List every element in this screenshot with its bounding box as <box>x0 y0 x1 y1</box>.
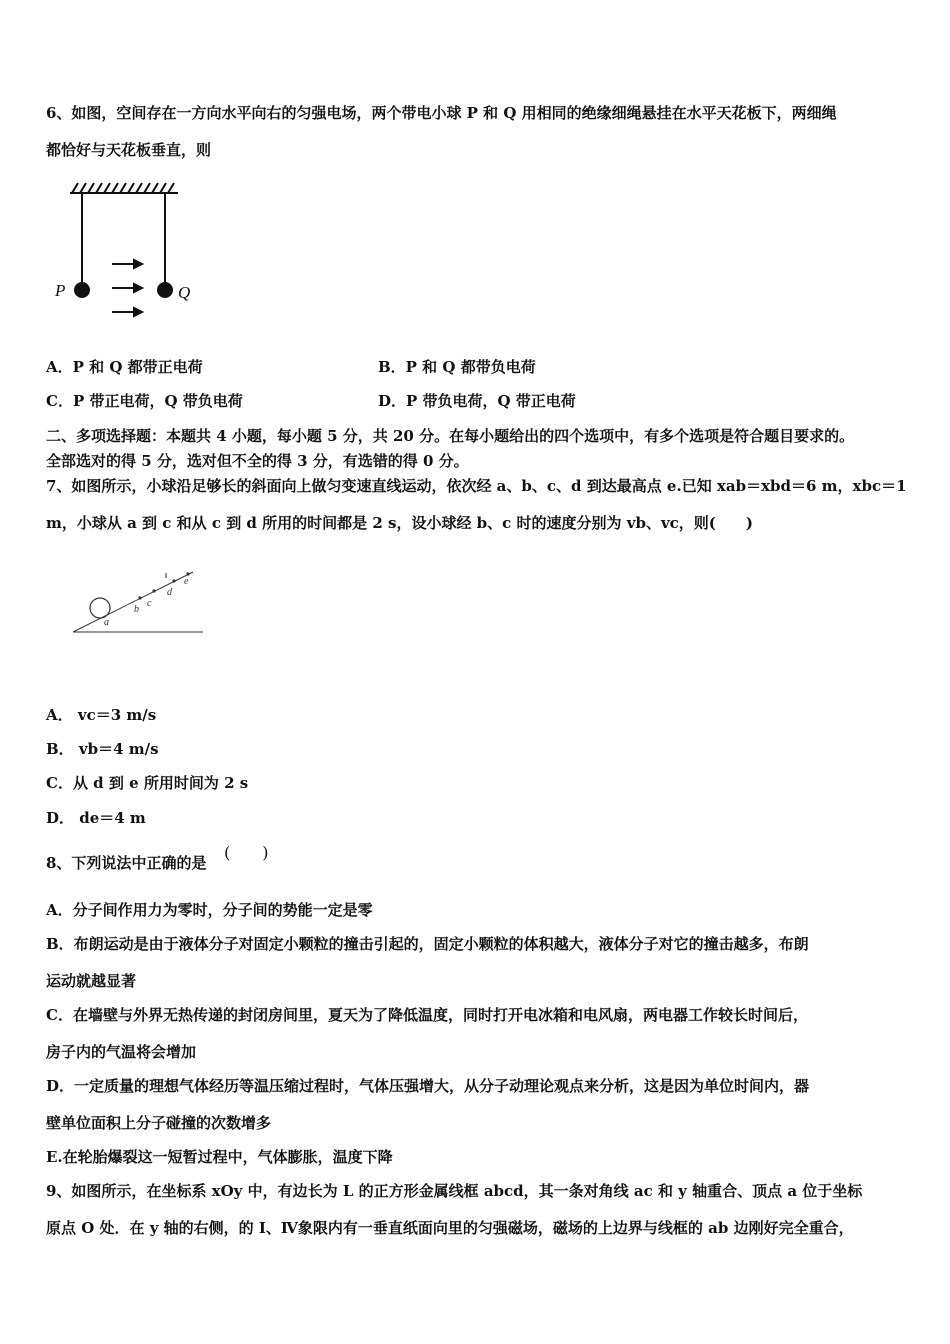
q6-stem-line-1: 6、如图，空间存在一方向水平向右的匀强电场，两个带电小球 P 和 Q 用相同的绝缘细绳悬挂在水平天花板下，两细绳 <box>46 104 837 122</box>
q8-line-3: 运动就越显著 <box>46 972 137 990</box>
point-b <box>138 596 141 599</box>
field-arrows <box>112 260 142 316</box>
q7-stem-line-2: m，小球从 a 到 c 和从 c 到 d 所用的时间都是 2 s，设小球经 b、c 时的速度分别为 vb、vc，则( ) <box>46 514 753 532</box>
section2-line-1: 二、多项选择题：本题共 4 小题，每小题 5 分，共 20 分。在每小题给出的四个选项中，有多个选项是符合题目要求的。 <box>46 427 855 445</box>
q6-option-d: D．P 带负电荷，Q 带正电荷 <box>378 392 576 410</box>
q8-line-6: D．一定质量的理想气体经历等温压缩过程时，气体压强增大，从分子动理论观点来分析，这是因为单位时间内，器 <box>46 1077 810 1095</box>
q7-stem-line-1: 7、如图所示，小球沿足够长的斜面向上做匀变速直线运动，依次经 a、b、c、d 到达最高点 e.已知 xab＝xbd＝6 m，xbc＝1 <box>46 477 907 495</box>
point-d <box>172 579 175 582</box>
ball <box>90 598 110 618</box>
q8-line-2: B．布朗运动是由于液体分子对固定小颗粒的撞击引起的，固定小颗粒的体积越大，液体分子对它的撞击越多，布朗 <box>46 935 809 953</box>
q6-stem-line-2: 都恰好与天花板垂直，则 <box>46 141 212 159</box>
q8-line-7: 壁单位面积上分子碰撞的次数增多 <box>46 1114 272 1132</box>
label-c: c <box>147 598 152 609</box>
q6-option-c: C．P 带正电荷，Q 带负电荷 <box>46 392 243 410</box>
label-p: P <box>55 281 66 300</box>
q8-answer-paren: ( ) <box>224 843 269 862</box>
label-b: b <box>134 604 139 615</box>
q7-option-b: B． vb＝4 m/s <box>46 740 159 758</box>
point-c <box>152 589 155 592</box>
q9-stem-line-2: 原点 O 处．在 y 轴的右侧，的 I、Ⅳ象限内有一垂直纸面向里的匀强磁场，磁场的上边界与线框的 ab 边刚好完全重合， <box>46 1219 854 1237</box>
q6-figure <box>50 178 210 328</box>
ball-q <box>157 282 173 298</box>
label-a: a <box>104 617 109 628</box>
section2-line-2: 全部选对的得 5 分，选对但不全的得 3 分，有选错的得 0 分。 <box>46 452 469 470</box>
q8-line-5: 房子内的气温将会增加 <box>46 1043 197 1061</box>
q8-line-4: C．在墙壁与外界无热传递的封闭房间里，夏天为了降低温度，同时打开电冰箱和电风扇，两电器工作较长时间后， <box>46 1006 808 1024</box>
ceiling <box>70 183 178 193</box>
label-q: Q <box>178 283 191 302</box>
q7-option-c: C．从 d 到 e 所用时间为 2 s <box>46 774 249 792</box>
label-d: d <box>167 587 172 598</box>
q7-figure <box>68 562 208 638</box>
ball-p <box>74 282 90 298</box>
q7-option-a: A． vc＝3 m/s <box>46 706 157 724</box>
q6-option-b: B．P 和 Q 都带负电荷 <box>378 358 536 376</box>
q6-option-a: A．P 和 Q 都带正电荷 <box>46 358 203 376</box>
q8-line-8: E.在轮胎爆裂这一短暂过程中，气体膨胀，温度下降 <box>46 1148 393 1166</box>
q8-stem: 8、下列说法中正确的是 <box>46 854 207 872</box>
q8-line-1: A．分子间作用力为零时，分子间的势能一定是零 <box>46 901 373 919</box>
label-e: e <box>184 576 189 587</box>
q9-stem-line-1: 9、如图所示，在坐标系 xOy 中，有边长为 L 的正方形金属线框 abcd，其一条对角线 ac 和 y 轴重合、顶点 a 位于坐标 <box>46 1182 863 1200</box>
q7-option-d: D． de＝4 m <box>46 809 146 827</box>
